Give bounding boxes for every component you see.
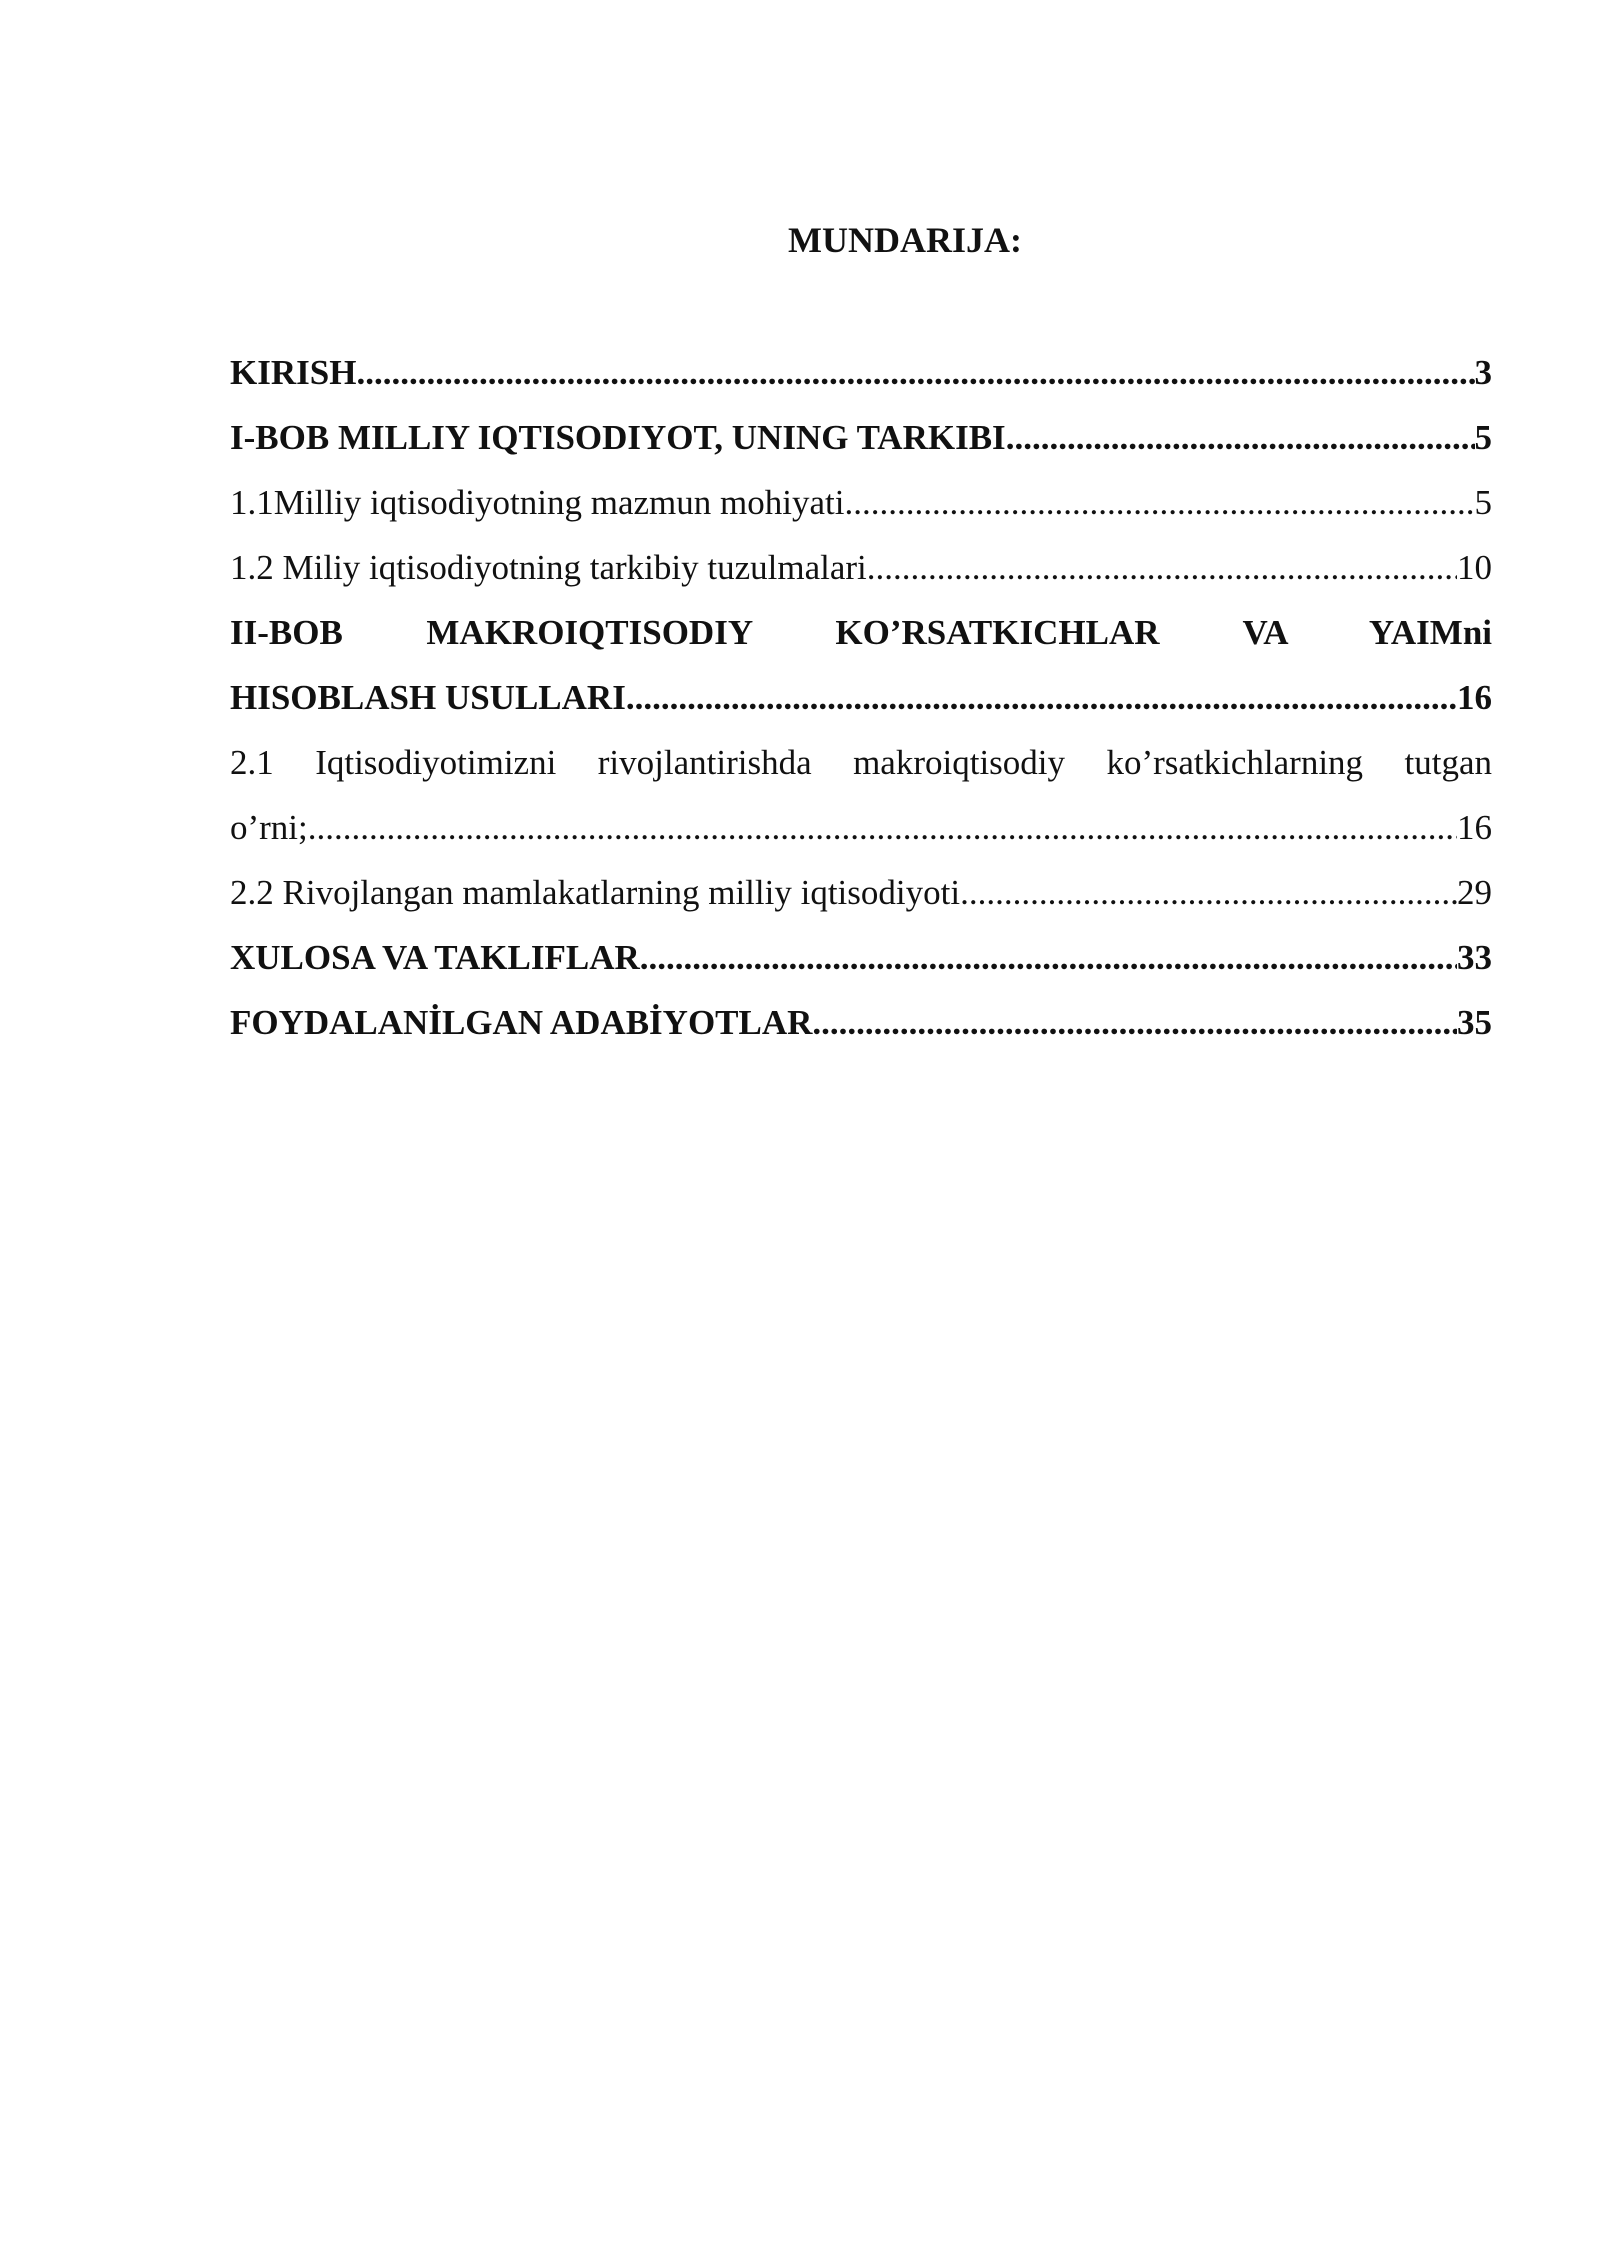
toc-entry-section-1-1[interactable] [230,470,1492,535]
toc-entry-page: 16 [1457,808,1492,847]
toc-entry-title: HISOBLASH USULLARI [230,678,626,717]
toc-leader-dots [640,925,1457,990]
toc-word: rivojlantirishda [597,743,812,782]
toc-word: makroiqtisodiy [853,743,1066,782]
toc-entry-page: 29 [1457,873,1492,912]
toc-word: KO’RSATKICHLAR [835,613,1160,652]
toc-entry-conclusion[interactable] [230,925,1492,990]
toc-word: MAKROIQTISODIY [426,613,752,652]
toc-word: tutgan [1404,743,1492,782]
toc-entry-title: KIRISH [230,353,357,392]
toc-leader-dots [867,535,1457,600]
toc-leader-dots [626,665,1457,730]
toc-word: VA [1242,613,1287,652]
toc-entry-title: I-BOB MILLIY IQTISODIYOT, UNING TARKIBI [230,418,1006,457]
toc-entry-section-2-2[interactable] [230,860,1492,925]
toc-leader-dots [1006,405,1475,470]
toc-word: YAIMni [1368,613,1492,652]
toc-entry-title: FOYDALANİLGAN ADABİYOTLAR [230,1003,813,1042]
toc-entry-page: 5 [1474,418,1492,457]
toc-entry-title: 1.1Milliy iqtisodiyotning mazmun mohiyati [230,483,845,522]
toc-leader-dots [960,860,1457,925]
toc-entry-page: 5 [1474,483,1492,522]
toc-word: II-BOB [230,613,343,652]
toc-leader-dots [356,340,1474,405]
toc-entry-title: XULOSA VA TAKLIFLAR [230,938,640,977]
toc-word: Iqtisodiyotimizni [315,743,557,782]
toc-leader-dots [844,470,1474,535]
toc-entry-page: 16 [1457,678,1492,717]
toc-heading: MUNDARIJA: [788,220,1022,260]
toc-entry-kirish[interactable] [230,340,1492,405]
toc-word: ko’rsatkichlarning [1106,743,1364,782]
toc-entry-page: 33 [1457,938,1492,977]
toc-entry-page: 3 [1474,353,1492,392]
toc-leader-dots [812,990,1457,1055]
toc-entry-title: 1.2 Miliy iqtisodiyotning tarkibiy tuzulmalari [230,548,867,587]
toc-entry-section-1-2[interactable] [230,535,1492,600]
toc-entry-page: 35 [1457,1003,1492,1042]
toc-word: 2.1 [230,743,274,782]
toc-entry-page: 10 [1457,548,1492,587]
toc-entry-section-2-1-line2[interactable] [230,795,1492,860]
toc-entry-title: o’rni; [230,808,308,847]
toc-entry-chapter-1[interactable] [230,405,1492,470]
toc-entry-references[interactable] [230,990,1492,1055]
toc-entry-section-2-1-line1[interactable] [230,730,1492,795]
table-of-contents [230,340,1492,1055]
toc-entry-chapter-2-line2[interactable] [230,665,1492,730]
toc-entry-title: 2.2 Rivojlangan mamlakatlarning milliy iqtisodiyoti [230,873,961,912]
toc-leader-dots [308,795,1457,860]
toc-entry-chapter-2-line1[interactable] [230,600,1492,665]
